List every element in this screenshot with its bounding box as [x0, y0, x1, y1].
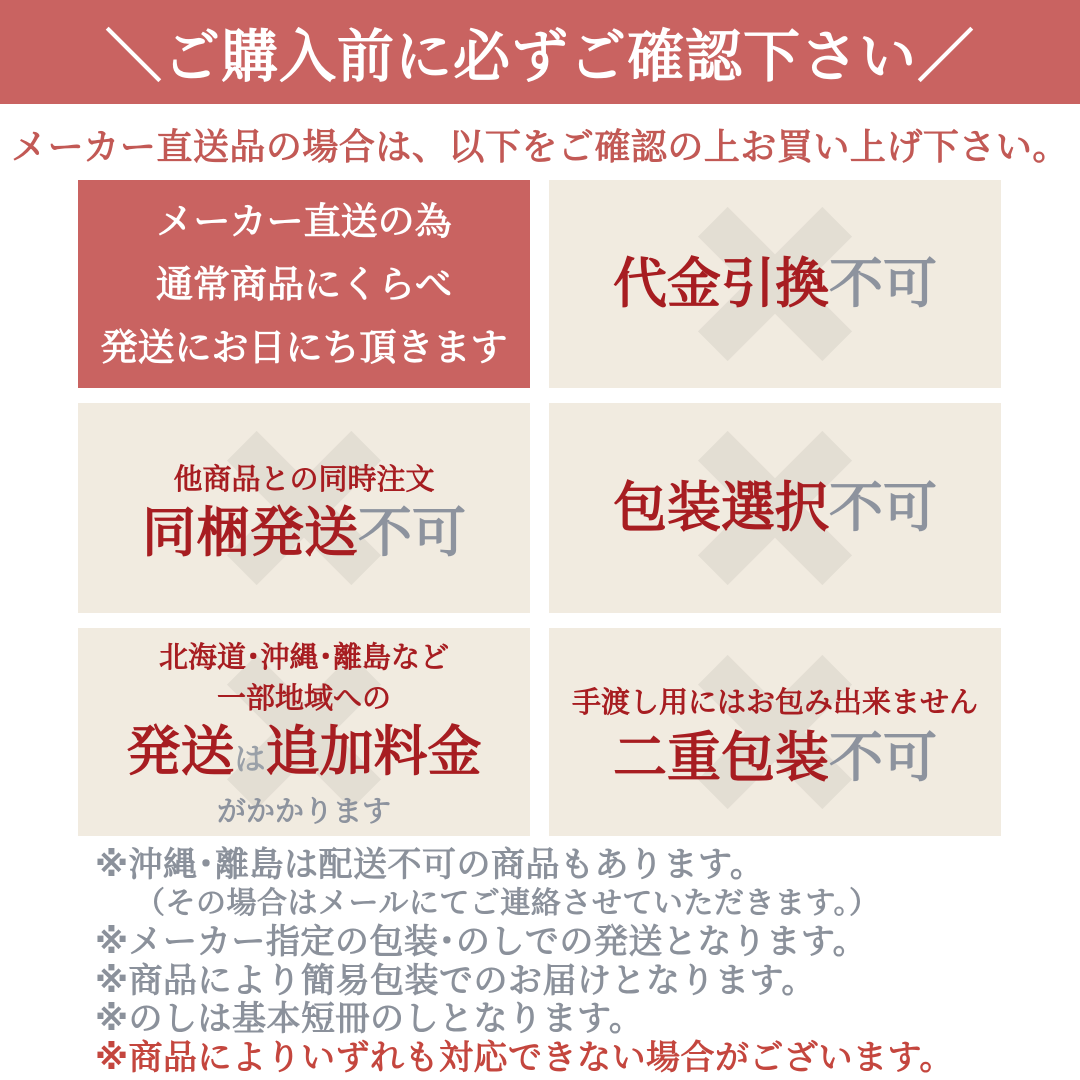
cod-suffix-text: 不可: [829, 254, 937, 314]
remote-area-fee-label: [126, 721, 482, 782]
direct-shipping-line-3: 発送にお日にち頂きます: [100, 326, 508, 368]
subtitle-text: メーカー直送品の場合は、以下をご確認の上お買い上げ下さい。: [11, 126, 1069, 167]
card-cod-not-available: [549, 180, 1001, 388]
remote-area-big-1: 発送: [126, 721, 235, 782]
bundle-main-text: 同梱発送: [142, 502, 358, 563]
notes-section: [95, 846, 1035, 1077]
card-direct-shipping-leadtime: [78, 180, 530, 388]
cod-main-text: 代金引換: [613, 254, 829, 314]
card-cod-content: [549, 180, 1001, 388]
double-wrap-label: [613, 727, 937, 788]
cod-label: [613, 254, 937, 314]
note-line-noshi: ※のしは基本短冊のしとなります。: [95, 1000, 644, 1038]
card-bundle-content: [78, 403, 530, 613]
double-wrap-suffix-text: 不可: [829, 727, 937, 788]
remote-area-line-1: 北海道･沖縄･離島など: [158, 641, 449, 674]
remote-area-particle: は: [234, 741, 266, 777]
note-line-not-supported: ※商品によりいずれも対応できない場合がございます。: [95, 1038, 954, 1077]
bundle-note-text: 他商品との同時注文: [173, 463, 435, 496]
wrap-selection-main-text: 包装選択: [613, 478, 829, 538]
note-line-simple-wrap: ※商品により簡易包装でのお届けとなります。: [95, 961, 816, 1000]
card-bundle-shipping-not-available: [78, 403, 530, 613]
card-double-wrap-content: [549, 628, 1001, 836]
card-wrap-selection-content: [549, 403, 1001, 613]
banner-title: ＼ご購入前に必ずご確認下さい／: [105, 25, 975, 89]
card-wrap-selection-not-available: [549, 403, 1001, 613]
card-double-wrap-not-available: [549, 628, 1001, 836]
double-wrap-main-text: 二重包装: [613, 727, 829, 788]
header-banner: [0, 0, 1080, 104]
notice-grid: [78, 180, 1002, 836]
remote-area-line-3: がかかります: [216, 795, 391, 828]
double-wrap-note-text: 手渡し用にはお包み出来ません: [571, 686, 978, 719]
remote-area-big-2: 追加料金: [265, 721, 482, 782]
wrap-selection-label: [613, 478, 937, 538]
remote-area-line-2: 一部地域への: [216, 682, 391, 715]
bundle-label: [142, 502, 466, 563]
card-remote-area-content: [78, 628, 530, 836]
note-line-maker-wrap: ※メーカー指定の包装･のしでの発送となります。: [95, 923, 868, 961]
card-remote-area-extra-fee: [78, 628, 530, 836]
card-direct-shipping-content: [78, 180, 530, 388]
wrap-selection-suffix-text: 不可: [829, 478, 937, 538]
note-line-okinawa: ※沖縄･離島は配送不可の商品もあります。: [95, 846, 765, 884]
direct-shipping-line-2: 通常商品にくらべ: [156, 263, 452, 305]
direct-shipping-line-1: メーカー直送の為: [156, 200, 452, 242]
note-line-contact: （その場合はメールにてご連絡させていただきます。）: [135, 886, 880, 920]
bundle-suffix-text: 不可: [358, 502, 466, 563]
